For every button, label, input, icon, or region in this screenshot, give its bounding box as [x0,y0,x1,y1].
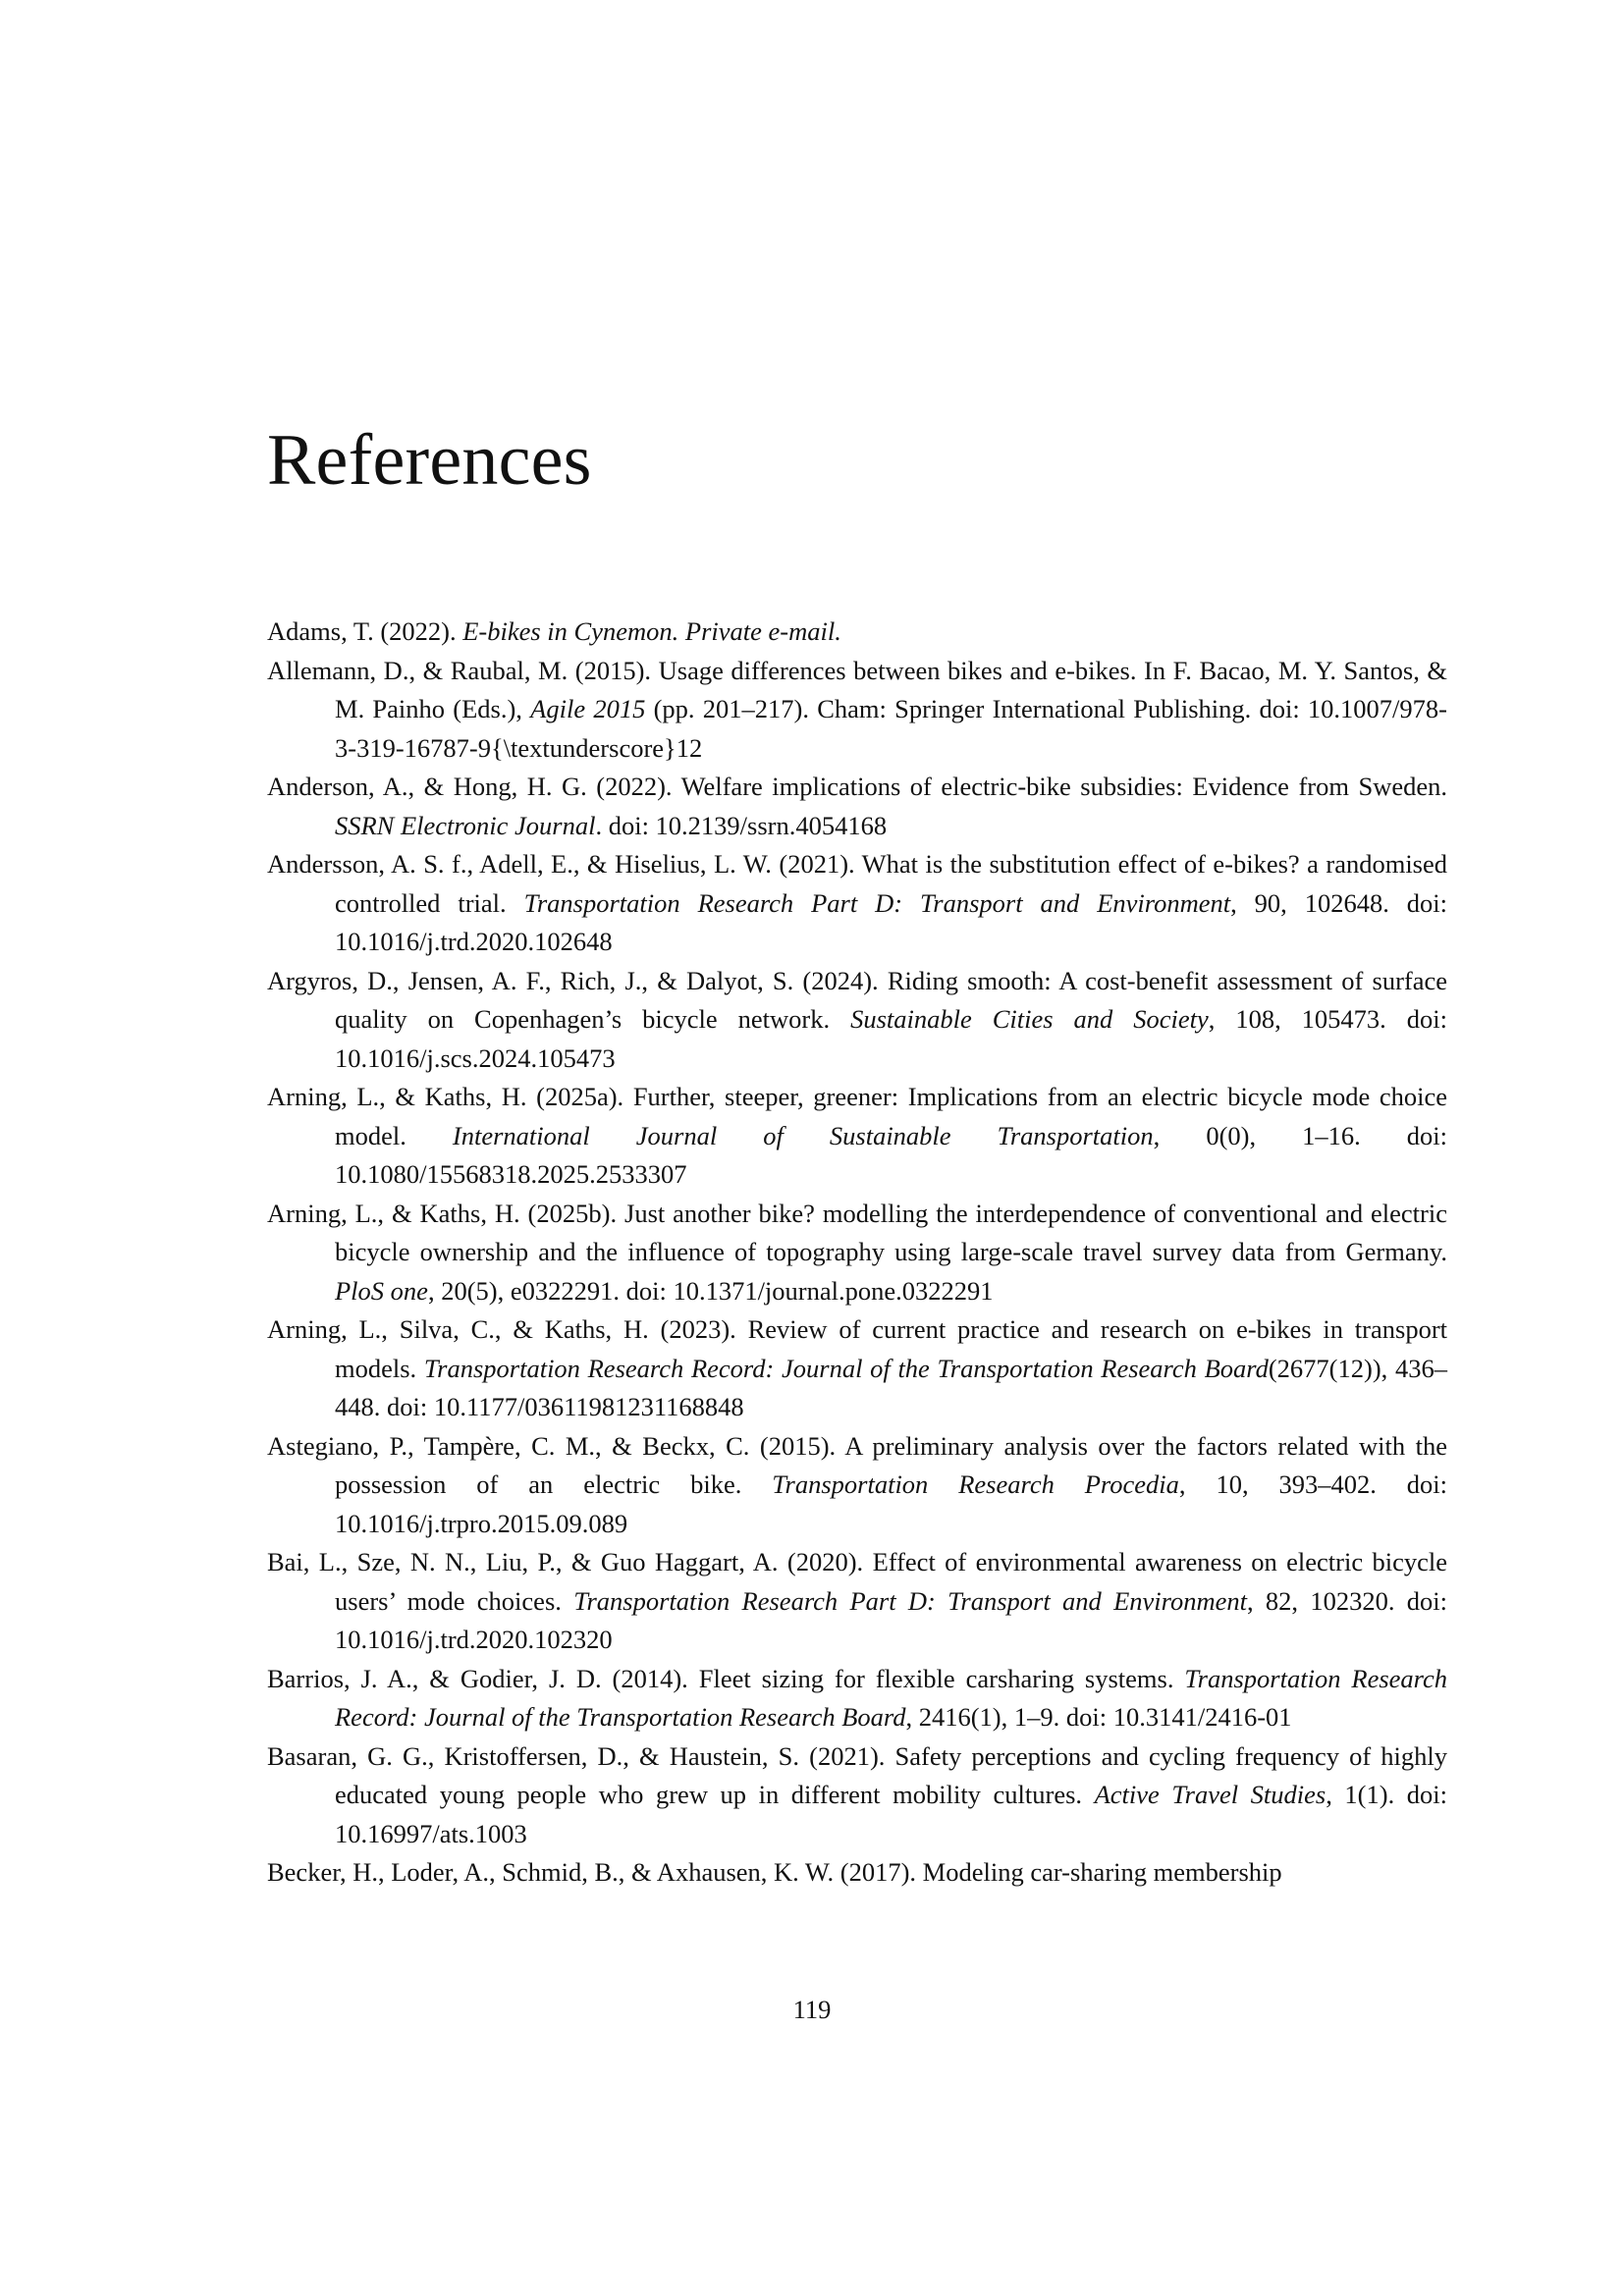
reference-title: Review of current practice and research on e-bikes in transport models. [335,1314,1448,1383]
reference-details: , 20(5), e0322291. doi: 10.1371/journal.pone.0322291 [427,1275,994,1306]
reference-details: , 82, 102320. doi: 10.1016/j.trd.2020.102320 [335,1585,1447,1654]
reference-title: Welfare implications of electric-bike subsidies: Evidence from Sweden. [680,772,1447,801]
reference-title: Fleet sizing for flexible carsharing systems. [698,1663,1185,1693]
reference-venue: International Journal of Sustainable Transportation [452,1120,1154,1150]
reference-authors: Bai, L., Sze, N. N., Liu, P., & Guo Haggart, A. (2020). [267,1547,873,1576]
reference-authors: Anderson, A., & Hong, H. G. (2022). [267,772,681,801]
reference-details: (2677(12)), 436–448. doi: 10.1177/03611981231168848 [335,1353,1447,1421]
reference-authors: Barrios, J. A., & Godier, J. D. (2014). [267,1663,699,1693]
reference-entry [267,1195,1447,1311]
reference-entry [267,1737,1447,1854]
reference-venue: Transportation Research Procedia [772,1469,1179,1499]
reference-title: Usage differences between bikes and e-bikes. In F. Bacao, M. Y. Santos, & M. Painho (Eds.), [335,655,1447,723]
reference-details: , 10, 393–402. doi: 10.1016/j.trpro.2015.09.089 [335,1469,1447,1538]
reference-list [267,613,1447,1893]
reference-title: What is the substitution effect of e-bikes? a randomised controlled trial. [335,849,1448,918]
reference-authors: Arning, L., & Kaths, H. (2025a). [267,1082,633,1111]
reference-entry [267,1543,1447,1660]
reference-entry [267,613,1447,652]
reference-authors: Arning, L., Silva, C., & Kaths, H. (2023). [267,1314,748,1344]
page-title: References [267,420,592,501]
reference-venue: SSRN Electronic Journal [335,810,596,840]
reference-title: Safety perceptions and cycling frequency of highly educated young people who grew up in different mobility cultures. [335,1740,1448,1809]
reference-entry [267,1853,1447,1893]
reference-venue: E-bikes in Cynemon. Private e-mail. [462,616,841,646]
reference-details: , 0(0), 1–16. doi: 10.1080/15568318.2025.2533307 [335,1120,1447,1189]
reference-entry [267,768,1447,845]
reference-details: (pp. 201–217). Cham: Springer International Publishing. doi: 10.1007/978-3-319-16787-9{\textunderscore}12 [335,694,1447,763]
reference-authors: Allemann, D., & Raubal, M. (2015). [267,655,659,685]
reference-venue: PloS one [335,1275,428,1306]
reference-entry [267,1078,1447,1195]
reference-authors: Basaran, G. G., Kristoffersen, D., & Haustein, S. (2021). [267,1740,895,1771]
reference-authors: Andersson, A. S. f., Adell, E., & Hiselius, L. W. (2021). [267,849,862,879]
reference-entry [267,1660,1447,1737]
reference-details: , 90, 102648. doi: 10.1016/j.trd.2020.102648 [335,887,1447,956]
reference-title: Effect of environmental awareness on electric bicycle users’ mode choices. [335,1547,1447,1616]
reference-authors: Astegiano, P., Tampère, C. M., & Beckx, C. (2015). [267,1430,845,1461]
reference-entry [267,845,1447,962]
reference-venue: Agile 2015 [530,694,646,723]
reference-venue: Transportation Research Record: Journal of the Transportation Research Board [335,1663,1447,1732]
reference-authors: Becker, H., Loder, A., Schmid, B., & Axhausen, K. W. (2017). [267,1857,923,1887]
reference-title: A preliminary analysis over the factors related with the possession of an electric bike. [335,1430,1447,1499]
reference-venue: Transportation Research Record: Journal of the Transportation Research Board [423,1353,1269,1383]
reference-venue: Transportation Research Part D: Transport and Environment [573,1585,1247,1616]
reference-title: Modeling car-sharing membership [922,1857,1282,1887]
reference-details: , 108, 105473. doi: 10.1016/j.scs.2024.105473 [335,1004,1447,1073]
reference-entry [267,1310,1447,1427]
reference-entry [267,962,1447,1079]
page-number: 119 [792,1995,832,2024]
reference-title: Further, steeper, greener: Implications from an electric bicycle mode choice model. [335,1082,1447,1150]
reference-entry [267,1427,1447,1544]
reference-details: . doi: 10.2139/ssrn.4054168 [595,810,888,840]
reference-venue: Sustainable Cities and Society [850,1004,1209,1034]
reference-venue: Active Travel Studies [1094,1780,1326,1809]
reference-entry [267,652,1447,769]
reference-details: , 2416(1), 1–9. doi: 10.3141/2416-01 [905,1702,1292,1732]
reference-venue: Transportation Research Part D: Transport and Environment [523,887,1231,918]
reference-details: , 1(1). doi: 10.16997/ats.1003 [335,1780,1447,1848]
reference-authors: Adams, T. (2022). [267,616,463,646]
reference-title: Riding smooth: A cost-benefit assessment of surface quality on Copenhagen’s bicycle network. [335,965,1447,1034]
reference-authors: Arning, L., & Kaths, H. (2025b). [267,1198,624,1228]
reference-authors: Argyros, D., Jensen, A. F., Rich, J., & Dalyot, S. (2024). [267,965,888,995]
reference-title: Just another bike? modelling the interdependence of conventional and electric bicycle ownership and the influence of topography using large-scale travel survey data from Germany. [335,1198,1447,1266]
